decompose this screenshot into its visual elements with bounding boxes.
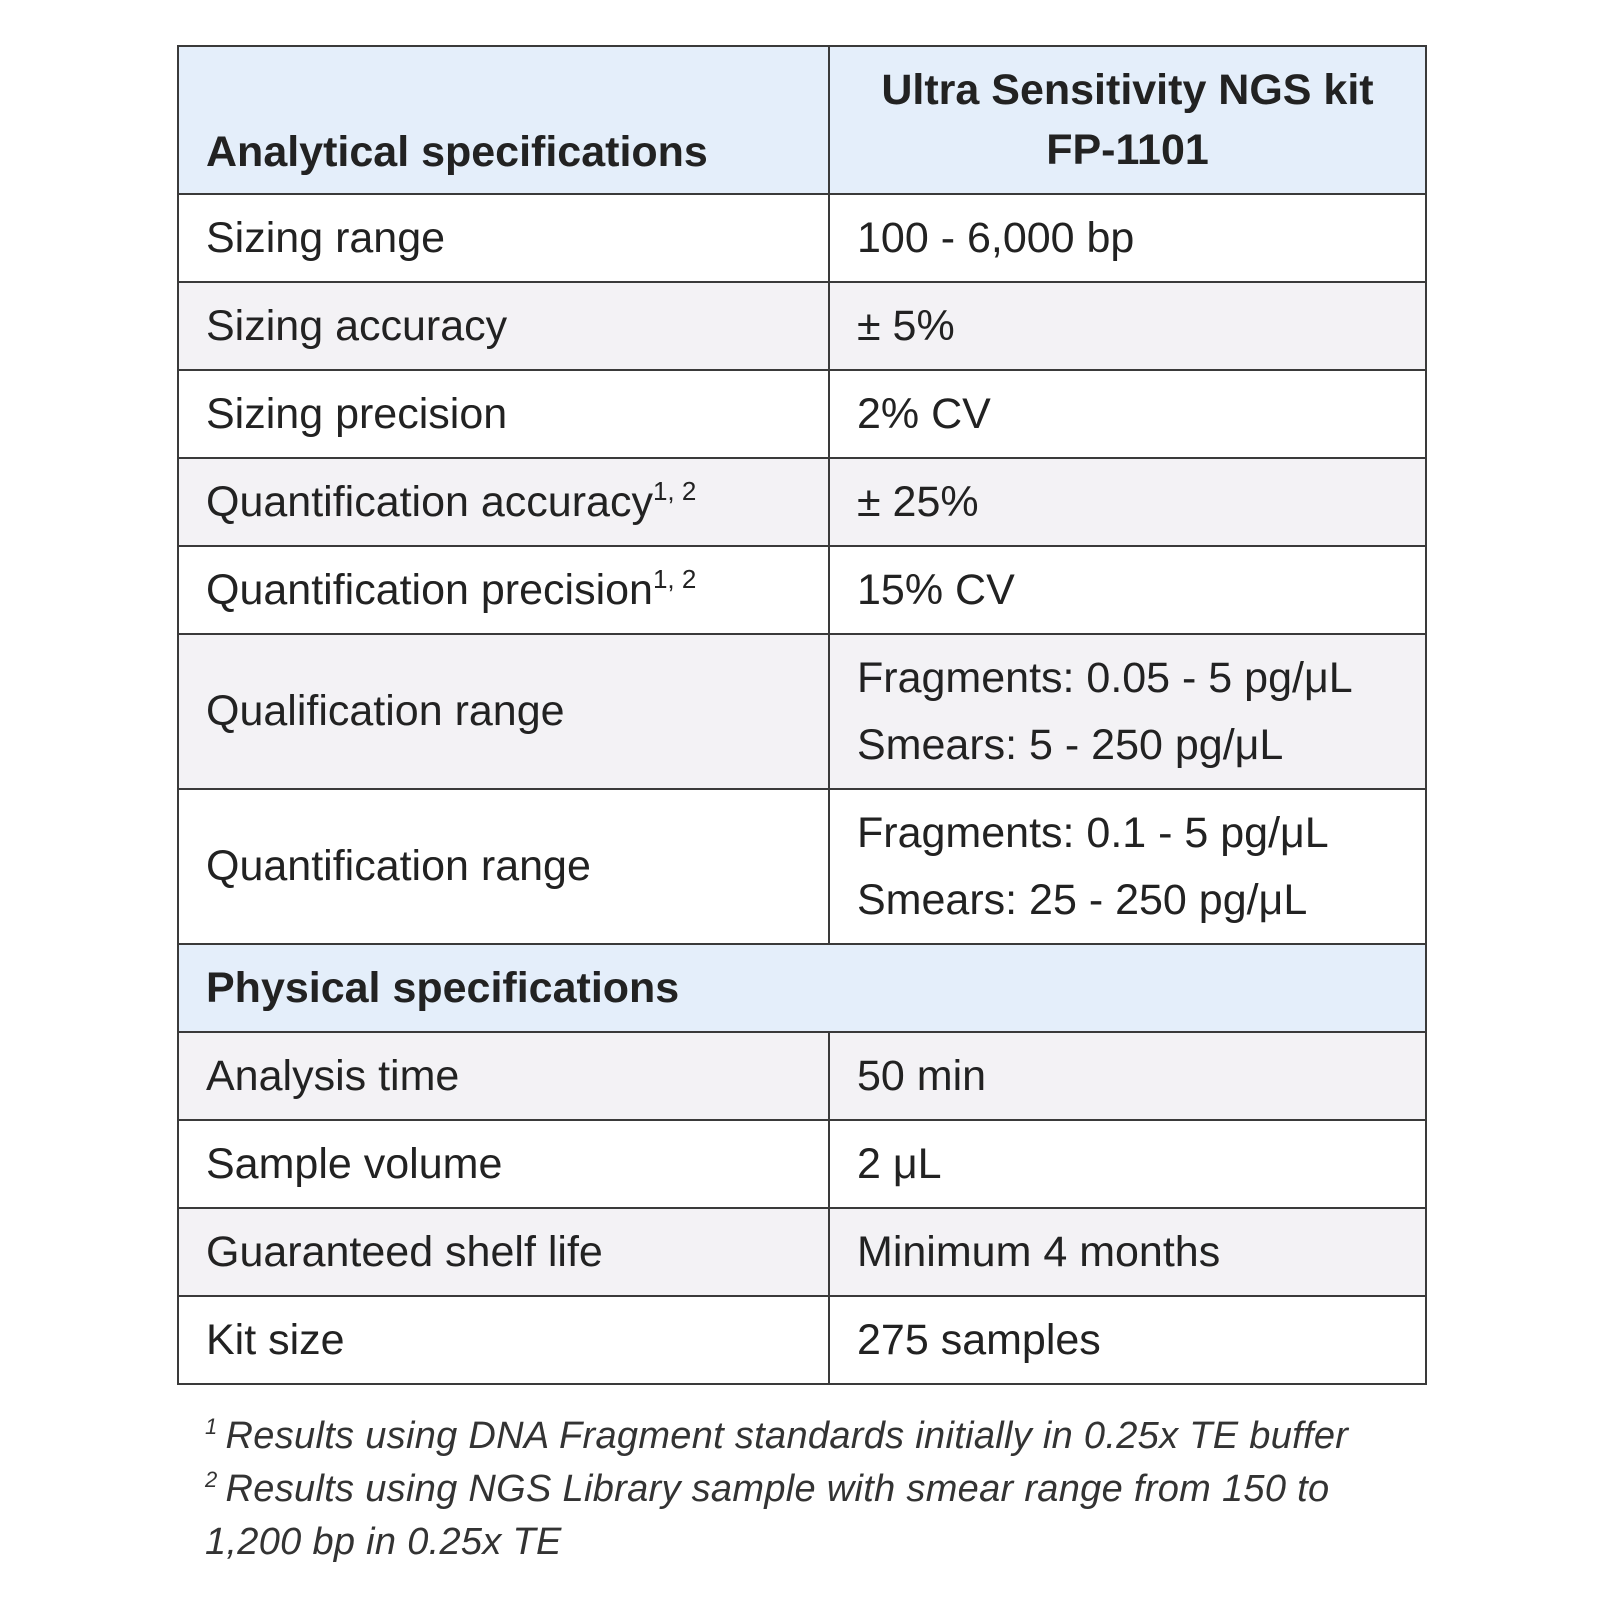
table-row xyxy=(178,194,1426,282)
table-row xyxy=(178,1120,1426,1208)
footnote-ref: 1, 2 xyxy=(652,475,697,506)
footnote-marker: 2 xyxy=(205,1467,218,1492)
table-row xyxy=(178,1296,1426,1384)
kit-name: Ultra Sensitivity NGS kit xyxy=(881,66,1374,114)
row-value: 2% CV xyxy=(829,370,1426,458)
row-value: 50 min xyxy=(829,1032,1426,1120)
row-label: Quantification range xyxy=(178,789,829,944)
row-value: 100 - 6,000 bp xyxy=(829,194,1426,282)
physical-specifications-header: Physical specifications xyxy=(178,944,1426,1032)
row-value: 15% CV xyxy=(829,546,1426,634)
footnotes xyxy=(205,1410,1425,1569)
row-label: Sizing range xyxy=(178,194,829,282)
value-line: Smears: 25 - 250 pg/μL xyxy=(857,875,1308,924)
footnote-ref: 1, 2 xyxy=(652,563,697,594)
value-line: Fragments: 0.05 - 5 pg/μL xyxy=(857,653,1353,702)
specifications-table xyxy=(177,45,1427,1385)
table-row xyxy=(178,282,1426,370)
row-value: Minimum 4 months xyxy=(829,1208,1426,1296)
kit-code: FP-1101 xyxy=(1046,126,1209,174)
footnote xyxy=(205,1463,1425,1569)
row-value: ± 5% xyxy=(829,282,1426,370)
table-row xyxy=(178,1208,1426,1296)
row-value: ± 25% xyxy=(829,458,1426,546)
row-label: Sizing accuracy xyxy=(178,282,829,370)
value-line: Smears: 5 - 250 pg/μL xyxy=(857,720,1284,769)
footnote xyxy=(205,1410,1425,1463)
row-value xyxy=(829,634,1426,789)
table-row xyxy=(178,634,1426,789)
footnote-marker: 1 xyxy=(205,1414,218,1439)
row-value xyxy=(829,789,1426,944)
row-label: Sample volume xyxy=(178,1120,829,1208)
footnote-text: Results using DNA Fragment standards initially in 0.25x TE buffer xyxy=(225,1415,1349,1457)
header-kit-name xyxy=(829,46,1426,194)
row-label: Quantification precision xyxy=(206,565,653,614)
row-label: Qualification range xyxy=(178,634,829,789)
table-row xyxy=(178,370,1426,458)
section-header-row xyxy=(178,944,1426,1032)
row-label-cell xyxy=(178,458,829,546)
table-row xyxy=(178,546,1426,634)
row-value: 275 samples xyxy=(829,1296,1426,1384)
row-label: Guaranteed shelf life xyxy=(178,1208,829,1296)
header-analytical-specifications: Analytical specifications xyxy=(178,46,829,194)
row-value: 2 μL xyxy=(829,1120,1426,1208)
table-row xyxy=(178,458,1426,546)
value-line: Fragments: 0.1 - 5 pg/μL xyxy=(857,808,1329,857)
row-label: Sizing precision xyxy=(178,370,829,458)
footnote-text: Results using NGS Library sample with smear range from 150 to 1,200 bp in 0.25x TE xyxy=(205,1468,1330,1563)
table-row xyxy=(178,789,1426,944)
row-label: Kit size xyxy=(178,1296,829,1384)
row-label: Quantification accuracy xyxy=(206,477,653,526)
row-label-cell xyxy=(178,546,829,634)
table-row xyxy=(178,1032,1426,1120)
table-header-row xyxy=(178,46,1426,194)
row-label: Analysis time xyxy=(178,1032,829,1120)
